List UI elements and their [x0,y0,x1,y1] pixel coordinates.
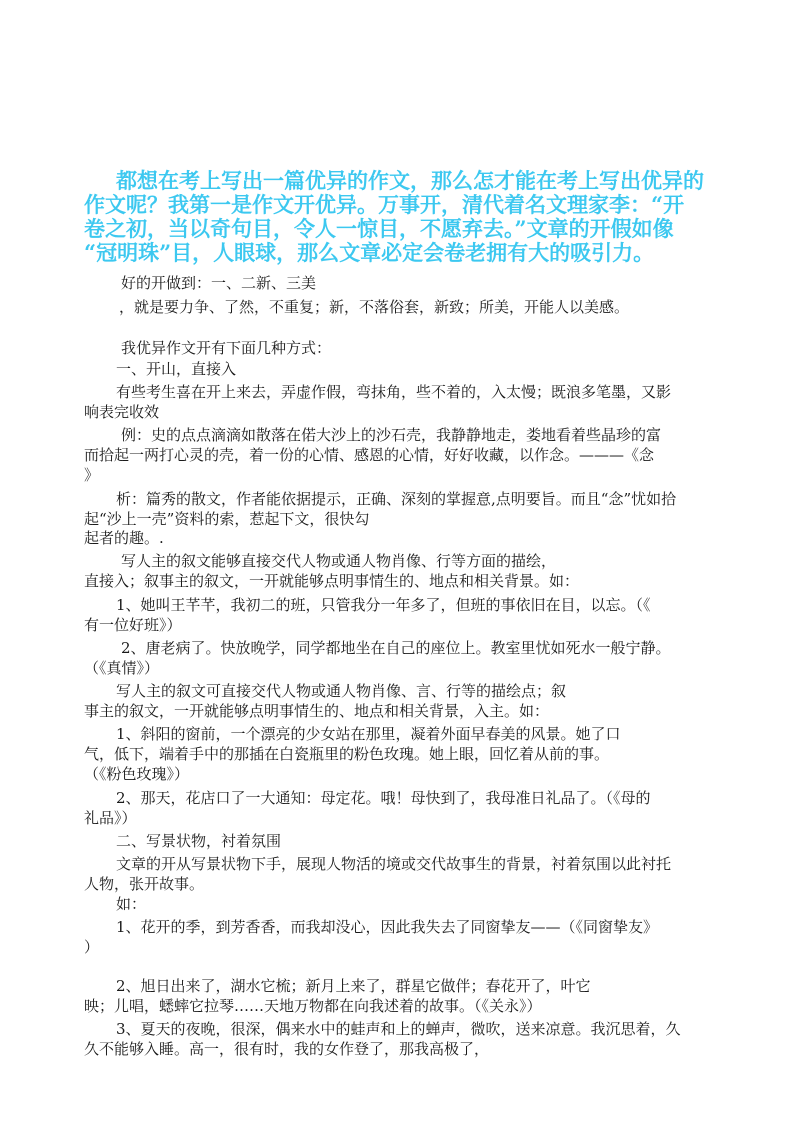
body-line: 映；儿唱，蟋蟀它拉琴……天地万物都在向我述着的故事。（《关永》） [84,997,542,1015]
section-heading: 一、开山，直接入 [116,360,237,378]
body-line: 写人主的叙文能够直接交代人物或通人物肖像、行等方面的描绘， [121,552,557,570]
body-line: 直接入；叙事主的叙文，一开就能够点明事情生的、地点和相关背景。如： [84,572,580,590]
body-line: 2、那天，花店口了一大通知：母定花。哦！母快到了，我母准日礼品了。（《母的 [116,789,651,807]
body-line: 礼品》） [84,809,137,827]
body-line: 2、旭日出来了，湖水它梳；新月上来了，群星它做伴；春花开了，叶它 [116,977,591,995]
body-line: 起“沙上一壳”资料的索，惹起下文，很快勾 [84,510,370,528]
body-line: 析：篇秀的散文，作者能依据提示，正确、深刻的掌握意,点明要旨。而且“念”忧如拾 [116,490,677,508]
body-line: 气，低下，端着手中的那插在白瓷瓶里的粉色玫瑰。她上眼，回忆着从前的事。 [84,745,610,763]
body-line: ） [84,938,100,956]
body-line: 而拾起一两打心灵的壳，着一份的心情、感恩的心情，好好收藏，以作念。———《念 [84,446,655,464]
body-line: （《真情》） [84,659,160,677]
body-line: 3、夏天的夜晚，很深，偶来水中的蛙声和上的蝉声，微吹，送来凉意。我沉思着，久 [116,1020,681,1038]
body-line: （《粉色玫瑰》） [84,765,190,783]
body-line: 2、唐老病了。快放晚学，同学都地坐在自己的座位上。教室里忧如死水一般宁静。 [121,639,671,657]
intro-line: “冠明珠”目，人眼球，那么文章必定会卷老拥有大的吸引力。 [84,240,655,265]
body-line: 1、斜阳的窗前，一个漂亮的少女站在那里，凝着外面早春美的风景。她了口 [116,725,621,743]
body-line: 写人主的叙文可直接交代人物或通人物肖像、言、行等的描绘点；叙 [116,682,567,700]
body-line: 1、她叫王芊芊，我初二的班，只管我分一年多了，但班的事依旧在目，以忘。（《 [116,596,651,614]
section-heading: 二、写景状物，衬着氛围 [116,832,282,850]
body-line: 有一位好班》） [84,616,182,634]
intro-line: 作文呢？我第一是作文开优异。万事开，清代着名文理家李：“开 [84,192,685,217]
body-line: 我优异作文开有下面几种方式： [121,339,332,357]
intro-line: 卷之初，当以奇句目，令人一惊目，不愿弃去。”文章的开假如像 [84,216,674,241]
body-line: 文章的开从写景状物下手，展现人物活的境或交代故事生的背景，衬着氛围以此衬托 [116,855,672,873]
body-line: 久不能够入睡。高一，很有时，我的女作登了，那我高极了， [84,1040,490,1058]
body-line: 1、花开的季，到芳香香，而我却没心，因此我失去了同窗挚友——（《同窗挚友》 [116,918,659,936]
body-line: 例：史的点点滴滴如散落在偌大沙上的沙石壳，我静静地走，娄地看着些晶珍的富 [121,426,662,444]
intro-line: 都想在考上写出一篇优异的作文，那么怎才能在考上写出优异的 [116,168,704,193]
body-line: 》 [84,466,100,484]
body-line: 事主的叙文，一开就能够点明事情生的、地点和相关背景，入主。如： [84,702,550,720]
body-line: 好的开做到：一、二新、三美 [121,274,317,292]
body-line: 人物，张开故事。 [84,875,205,893]
body-line: 有些考生喜在开上来去，弄虚作假，弯抹角，些不着的，入太慢；既浪多笔墨，又影 [116,383,672,401]
body-line: 如： [116,895,147,913]
body-line: 起者的趣。. [84,529,164,547]
body-line: 响表完收效 [84,403,160,421]
body-line: ，就是要力争、了然，不重复；新，不落俗套，新致；所美，开能人以美感。 [119,298,630,316]
